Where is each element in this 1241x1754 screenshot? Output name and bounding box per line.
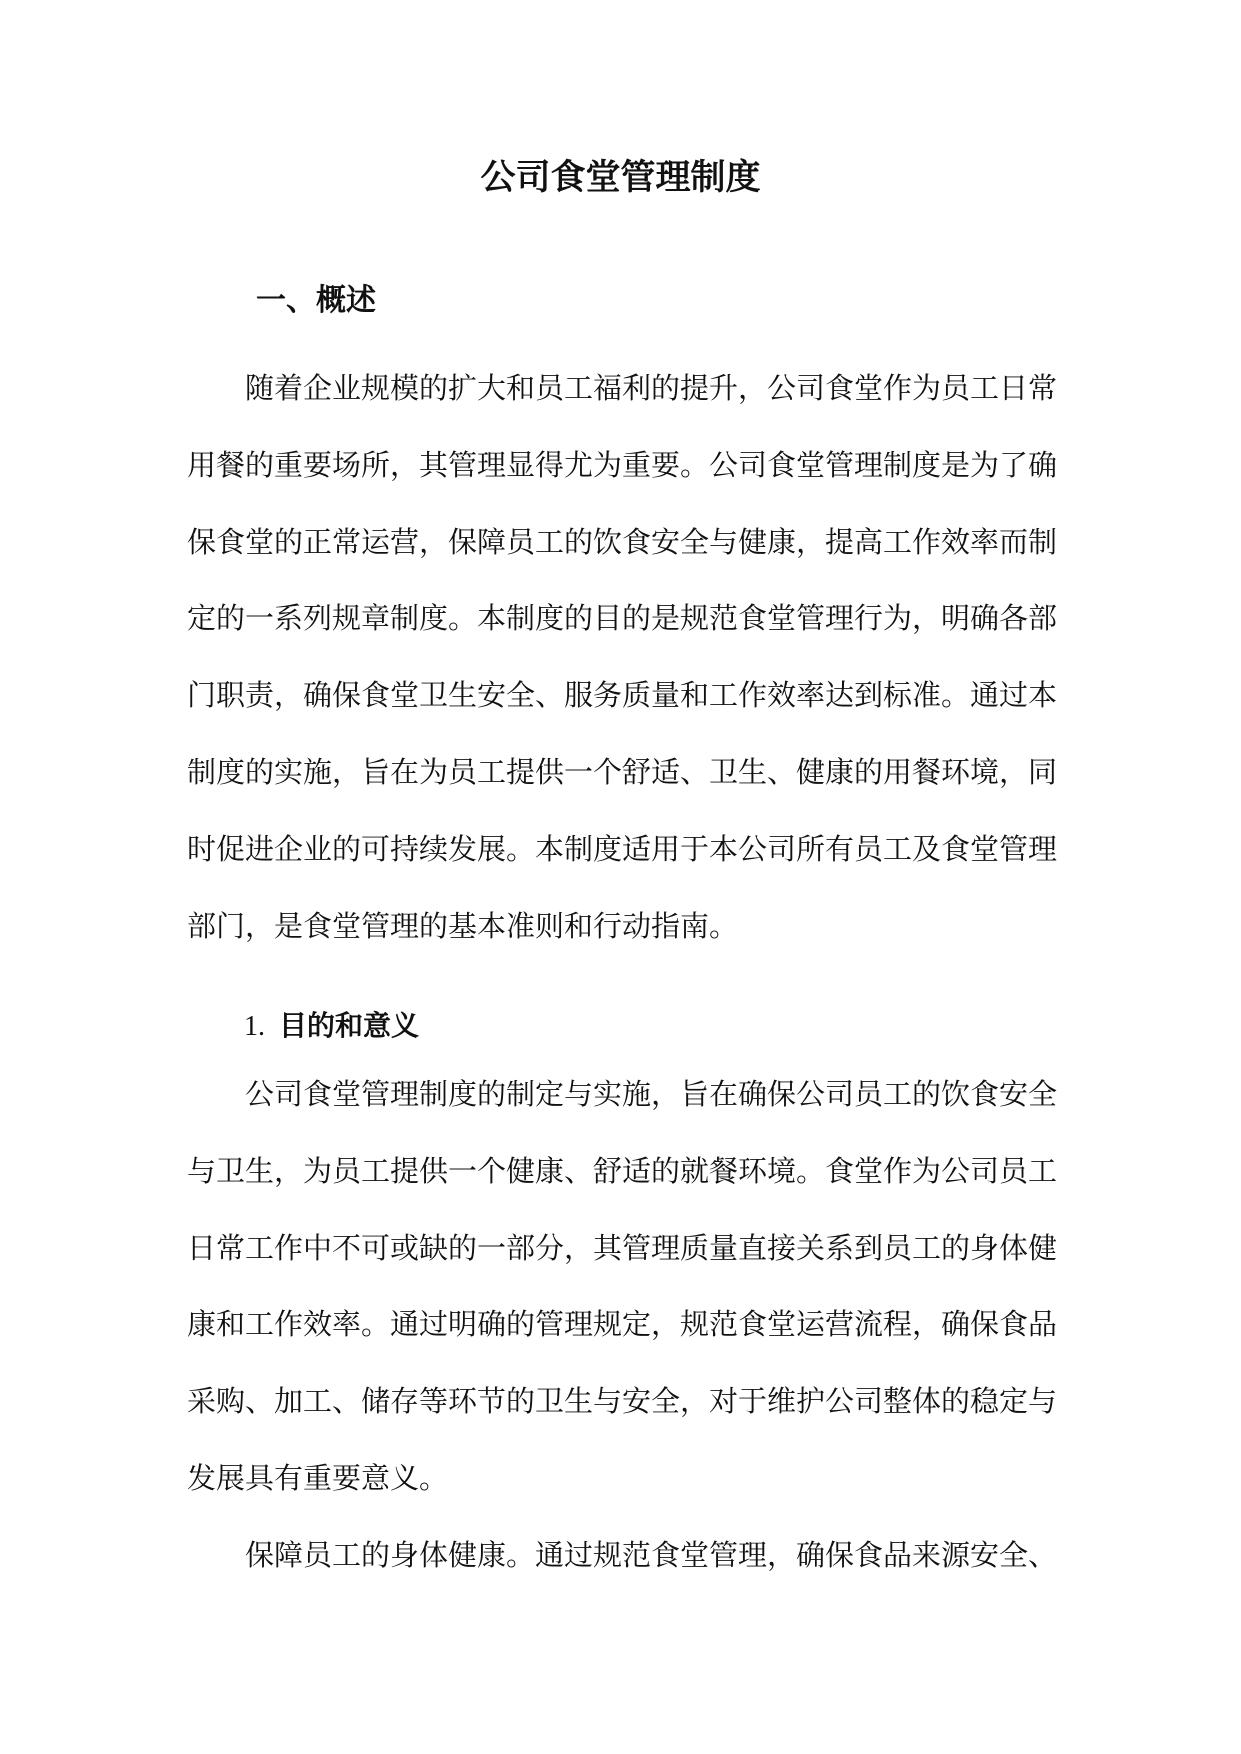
paragraph-line: 与卫生，为员工提供一个健康、舒适的就餐环境。食堂作为公司员工 [187,1153,1058,1188]
paragraph-line: 日常工作中不可或缺的一部分，其管理质量直接关系到员工的身体健 [187,1230,1058,1265]
paragraph-line: 时促进企业的可持续发展。本制度适用于本公司所有员工及食堂管理 [187,831,1058,866]
health-paragraph [187,1517,1058,1594]
paragraph-line: 用餐的重要场所，其管理显得尤为重要。公司食堂管理制度是为了确 [187,447,1058,482]
overview-paragraph [187,350,1058,964]
paragraph-line: 部门，是食堂管理的基本准则和行动指南。 [187,908,739,943]
paragraph-line: 门职责，确保食堂卫生安全、服务质量和工作效率达到标准。通过本 [187,678,1058,713]
purpose-paragraph [187,1056,1058,1517]
paragraph-line: 定的一系列规章制度。本制度的目的是规范食堂管理行为，明确各部 [187,601,1058,636]
paragraph-line: 制度的实施，旨在为员工提供一个舒适、卫生、健康的用餐环境，同 [187,754,1058,789]
paragraph-line: 采购、加工、储存等环节的卫生与安全，对于维护公司整体的稳定与 [187,1384,1058,1419]
document-title: 公司食堂管理制度 [480,158,761,198]
paragraph-line: 随着企业规模的扩大和员工福利的提升，公司食堂作为员工日常 [245,371,1058,405]
section-heading-overview: 一、概述 [256,283,376,318]
paragraph-line: 发展具有重要意义。 [187,1460,449,1495]
subsection-number: 1. [244,1011,265,1042]
paragraph-line: 保食堂的正常运营，保障员工的饮食安全与健康，提高工作效率而制 [187,524,1058,559]
paragraph-line: 保障员工的身体健康。通过规范食堂管理，确保食品来源安全、 [245,1538,1058,1572]
subsection-title: 目的和意义 [279,1009,420,1042]
subsection-heading-purpose [244,1001,419,1052]
paragraph-line: 公司食堂管理制度的制定与实施，旨在确保公司员工的饮食安全 [245,1077,1058,1111]
paragraph-line: 康和工作效率。通过明确的管理规定，规范食堂运营流程，确保食品 [187,1307,1058,1342]
